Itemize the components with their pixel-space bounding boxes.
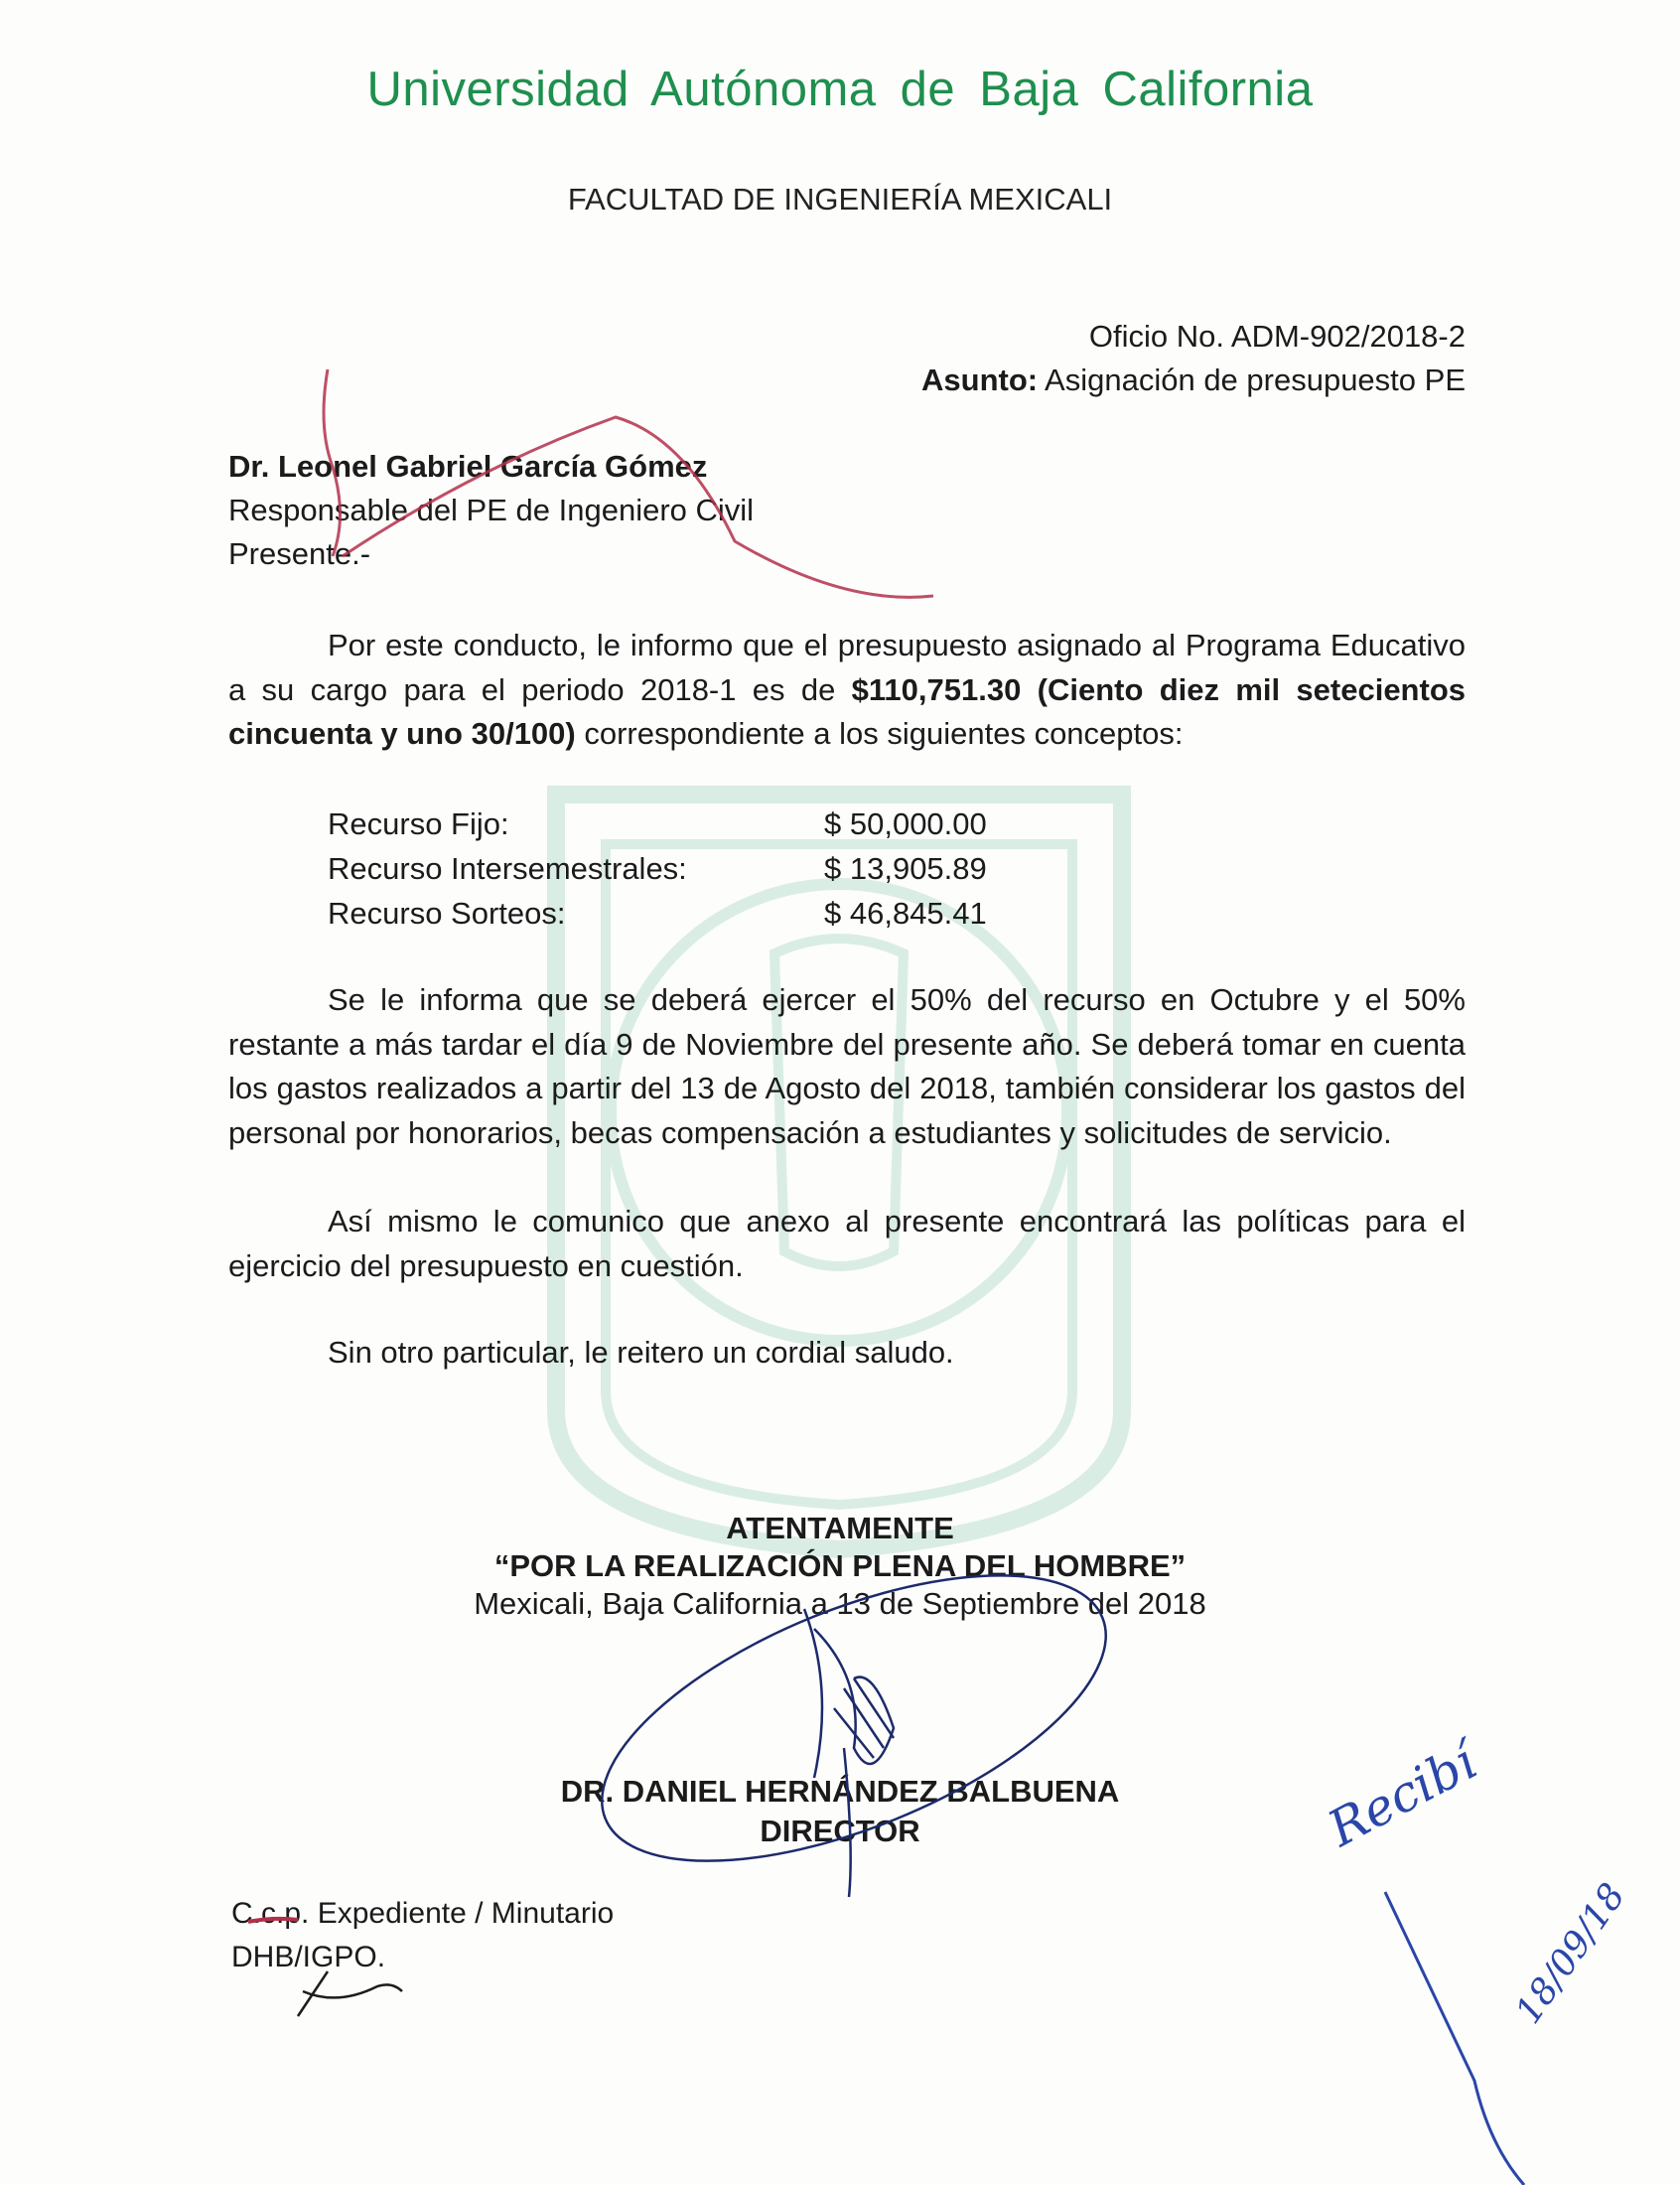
motto: “POR LA REALIZACIÓN PLENA DEL HOMBRE” <box>493 1548 1187 1583</box>
addressee-name: Dr. Leonel Gabriel García Gómez <box>228 449 708 484</box>
budget-text-b: correspondiente a los siguientes conceptos: <box>575 716 1184 751</box>
subject-label: Asunto: <box>921 363 1039 397</box>
concept-row <box>328 846 987 891</box>
signer-block <box>0 1772 1680 1851</box>
farewell-text: Sin otro particular, le reitero un cordial saludo. <box>328 1335 954 1370</box>
instructions-text: Se le informa que se deberá ejercer el 50% del recurso en Octubre y el 50% restante a más tardar el día 9 de Noviembre del presente año. Se deberá tomar en cuenta los gastos realizados a partir del 13 de Agosto del 2018, también considerar los gastos del personal por honorarios, becas compensación a estudiantes y solicitudes de servicio. <box>228 982 1466 1150</box>
ccp-block <box>231 1892 614 1979</box>
university-name: Universidad Autónoma de Baja California <box>366 63 1314 116</box>
paragraph-budget <box>228 624 1466 757</box>
addressee-role: Responsable del PE de Ingeniero Civil <box>228 493 755 527</box>
concept-amount: $ 13,905.89 <box>824 851 987 886</box>
paragraph-instructions <box>228 978 1466 1155</box>
oficio-number: Oficio No. ADM-902/2018-2 <box>1088 319 1466 354</box>
budget-text-a: Por este conducto, le informo que el presupuesto asignado al Programa Educativo a su cargo para el periodo 2018-1 es de <box>228 628 1466 707</box>
addressee-block <box>228 445 754 576</box>
concept-label: Recurso Intersemestrales: <box>328 851 687 886</box>
concept-label: Recurso Sorteos: <box>328 896 566 931</box>
concepts-list <box>328 801 987 936</box>
paragraph-policies <box>228 1200 1466 1288</box>
place-date: Mexicali, Baja California a 13 de Septiembre del 2018 <box>474 1586 1206 1621</box>
concept-amount: $ 46,845.41 <box>824 896 987 931</box>
initials-line: DHB/IGPO. <box>231 1941 386 1973</box>
addressee-presente: Presente.- <box>228 536 371 571</box>
received-line <box>1385 1892 1524 2185</box>
faculty-name: FACULTAD DE INGENIERÍA MEXICALI <box>567 182 1113 217</box>
signer-title: DIRECTOR <box>760 1814 920 1848</box>
concept-row <box>328 891 987 936</box>
subject-value: Asignación de presupuesto PE <box>1045 363 1466 397</box>
ccp-line: C.c.p. Expediente / Minutario <box>231 1897 615 1930</box>
signer-name: DR. DANIEL HERNÁNDEZ BALBUENA <box>560 1774 1120 1809</box>
paragraph-farewell <box>228 1331 1466 1376</box>
concept-row <box>328 801 987 846</box>
received-text: Recibí <box>1319 1732 1486 1858</box>
closing-block <box>0 1510 1680 1623</box>
received-date: 18/09/18 <box>1507 1876 1634 2032</box>
subject-line <box>921 359 1466 402</box>
atentamente: ATENTAMENTE <box>726 1511 954 1545</box>
concept-amount: $ 50,000.00 <box>824 806 987 841</box>
policies-text: Así mismo le comunico que anexo al presente encontrará las políticas para el ejercicio del presupuesto en cuestión. <box>228 1204 1466 1283</box>
concept-label: Recurso Fijo: <box>328 806 509 841</box>
budget-amount: $110,751.30 (Ciento diez mil setecientos cincuenta y uno 30/100) <box>228 671 1466 751</box>
